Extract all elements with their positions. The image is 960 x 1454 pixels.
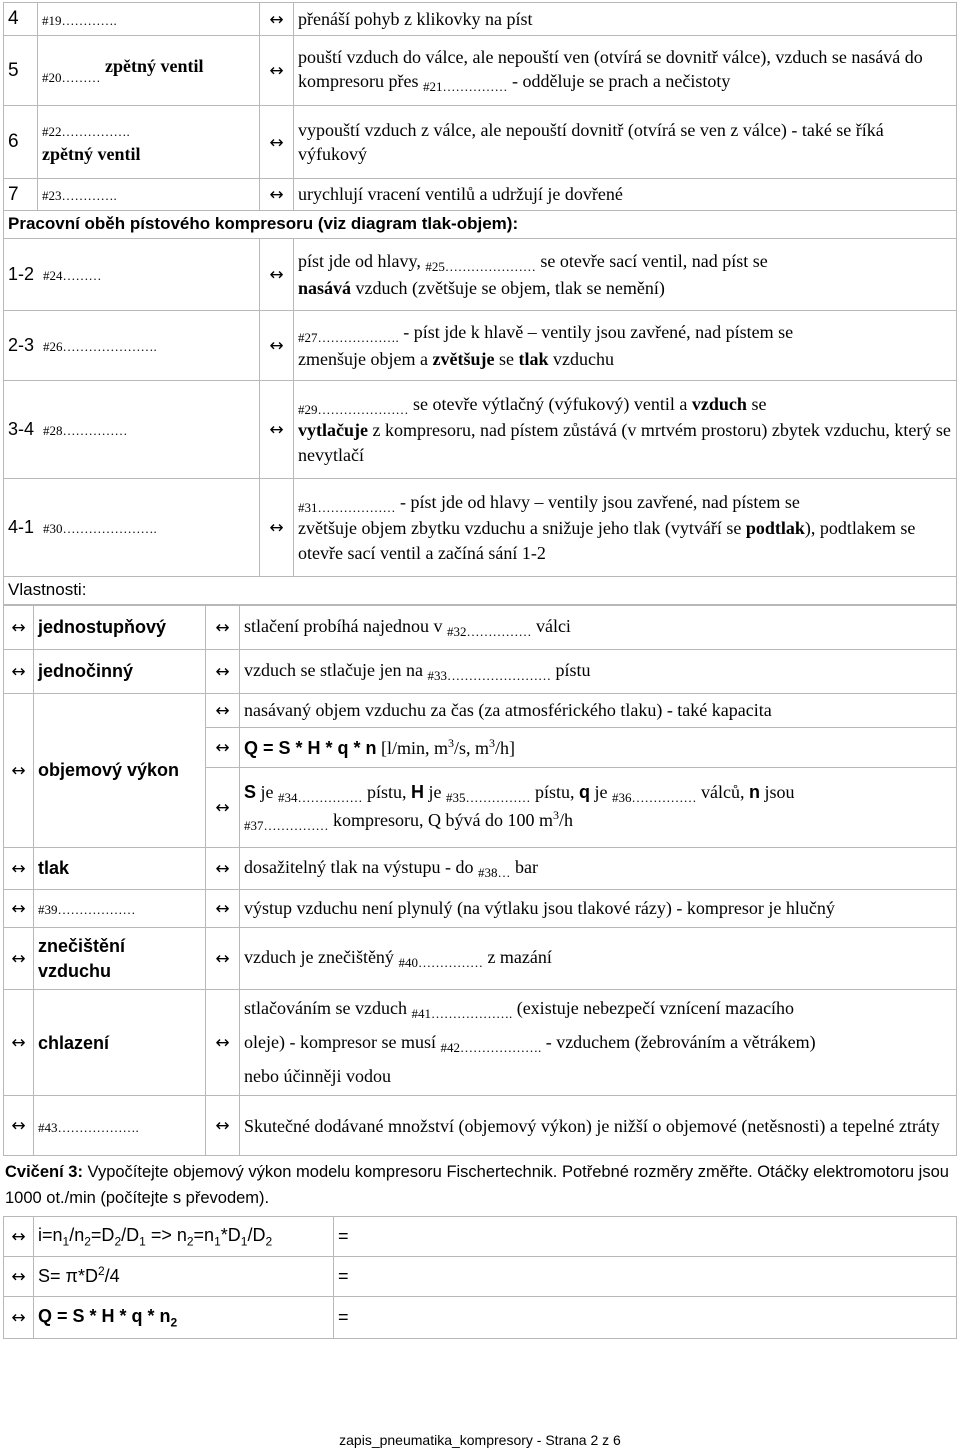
result: = bbox=[334, 1296, 957, 1338]
arrow-icon: ↔ bbox=[4, 848, 34, 890]
result: = bbox=[334, 1216, 957, 1256]
exercise-text: Cvičení 3: Vypočítejte objemový výkon modelu kompresoru Fischertechnik. Potřebné rozměry změřte. Otáčky elektromotoru jsou 1000 ot./min (počítejte s převodem). bbox=[5, 1163, 949, 1207]
arrow-icon: ↔ bbox=[260, 106, 294, 179]
property-label: jednočinný bbox=[34, 650, 206, 694]
arrow-icon: ↔ bbox=[260, 3, 294, 36]
stage-cell: 1-2 #24……… bbox=[4, 239, 260, 311]
table-row bbox=[4, 1256, 957, 1296]
table-row bbox=[4, 381, 957, 479]
property-label: chlazení bbox=[34, 990, 206, 1096]
table-row bbox=[4, 479, 957, 577]
arrow-icon: ↔ bbox=[260, 239, 294, 311]
description: $_{\#27\dots\dots\dots\dots\dots\dots.}$ - píst jde k hlavě – ventily jsou zavřené, nad pístem se zmenšuje objem a zvětšuje se tlak vzduchu bbox=[294, 311, 957, 381]
table-row bbox=[4, 179, 957, 211]
description: stlačení probíhá najednou v $_{\#32\dots\dots\dots\dots\dots}$ válci bbox=[240, 606, 957, 650]
arrow-icon: ↔ bbox=[4, 606, 34, 650]
row-number: 5 bbox=[4, 36, 38, 106]
table-row bbox=[4, 1296, 957, 1338]
description: dosažitelný tlak na výstupu - do $_{\#38\dots}$ bar bbox=[240, 848, 957, 890]
arrow-icon: ↔ bbox=[4, 1096, 34, 1156]
description: $_{\#31\dots\dots\dots\dots\dots\dots}$ - píst jde od hlavy – ventily jsou zavřené, nad pístem se zvětšuje objem zbytku vzduchu a snižuje jeho tlak (vytváří se podtlak), podtlakem se otevře sací ventil a začíná sání 1-2 bbox=[294, 479, 957, 577]
table-row bbox=[4, 577, 957, 605]
row-number: 6 bbox=[4, 106, 38, 179]
table-row bbox=[4, 1216, 957, 1256]
table-row bbox=[4, 239, 957, 311]
description: přenáší pohyb z klikovky na píst bbox=[294, 3, 957, 36]
table-row bbox=[4, 650, 957, 694]
arrow-icon: ↔ bbox=[4, 694, 34, 848]
arrow-icon: ↔ bbox=[4, 1216, 34, 1256]
description: vypouští vzduch z válce, ale nepouští dovnitř (otvírá se ven z válce) - také se říká výfukový bbox=[294, 106, 957, 179]
arrow-icon: ↔ bbox=[4, 1256, 34, 1296]
properties-table bbox=[3, 605, 957, 1156]
arrow-icon: ↔ bbox=[206, 990, 240, 1096]
table-row bbox=[4, 311, 957, 381]
table-row bbox=[4, 1096, 957, 1156]
description: vzduch se stlačuje jen na $_{\#33\dots\dots\dots\dots\dots\dots\dots\dots}$ pístu bbox=[240, 650, 957, 694]
property-label: jednostupňový bbox=[34, 606, 206, 650]
arrow-icon: ↔ bbox=[4, 990, 34, 1096]
table-row bbox=[4, 890, 957, 928]
stage-cell: 4-1 #30…………………. bbox=[4, 479, 260, 577]
section-title: Pracovní oběh pístového kompresoru (viz diagram tlak-objem): bbox=[4, 211, 957, 239]
formula: $S= \pi*D^2/4$ bbox=[34, 1256, 334, 1296]
placeholder: #39……………… bbox=[34, 890, 206, 928]
arrow-icon: ↔ bbox=[260, 479, 294, 577]
description: nasávaný objem vzduchu za čas (za atmosférického tlaku) - také kapacita bbox=[240, 694, 957, 728]
arrow-icon: ↔ bbox=[206, 606, 240, 650]
exercise-table bbox=[3, 1216, 957, 1339]
arrow-icon: ↔ bbox=[206, 1096, 240, 1156]
arrow-icon: ↔ bbox=[260, 381, 294, 479]
result: = bbox=[334, 1256, 957, 1296]
formula: $i=n_1/n_2=D_2/D_1 => n_2=n_1*D_1/D_2$ bbox=[34, 1216, 334, 1256]
placeholder: #19…………. bbox=[38, 3, 260, 36]
arrow-icon: ↔ bbox=[206, 694, 240, 728]
description: $_{\#29\dots\dots\dots\dots\dots\dots\dots}$ se otevře výtlačný (výfukový) ventil a vzduch se vytlačuje z kompresoru, nad pístem zůstává (v mrtvém prostoru) zbytek vzduchu, který se nevytlačí bbox=[294, 381, 957, 479]
arrow-icon: ↔ bbox=[206, 848, 240, 890]
property-label: objemový výkon bbox=[34, 694, 206, 848]
arrow-icon: ↔ bbox=[4, 1296, 34, 1338]
table-row bbox=[4, 990, 957, 1096]
formula: $Q = S * H * q * n_2$ bbox=[34, 1296, 334, 1338]
description: Skutečné dodávané množství (objemový výkon) je nižší o objemové (netěsnosti) a tepelné ztráty bbox=[240, 1096, 957, 1156]
table-row bbox=[4, 3, 957, 36]
placeholder: #22……………. zpětný ventil bbox=[38, 106, 260, 179]
description: urychlují vracení ventilů a udržují je dovřené bbox=[294, 179, 957, 211]
arrow-icon: ↔ bbox=[260, 179, 294, 211]
description: stlačováním se vzduch $_{\#41\dots\dots\dots\dots\dots\dots.}$ (existuje nebezpečí vznícení mazacího oleje) - kompresor se musí $_{\#42\dots\dots\dots\dots\dots\dots.}$ - vzduchem (žebrováním a větrákem) nebo účinněji vodou bbox=[240, 990, 957, 1096]
table-row bbox=[4, 928, 957, 990]
arrow-icon: ↔ bbox=[206, 728, 240, 768]
worksheet bbox=[3, 2, 957, 1339]
formula: Q = S * H * q * n [l/min, $m^3/s$, $m^3/h$] bbox=[240, 728, 957, 768]
stage-cell: 2-3 #26…………………. bbox=[4, 311, 260, 381]
description: pouští vzduch do válce, ale nepouští ven (otvírá se dovnitř válce), vzduch se nasává do kompresoru přes $_{\#21\dots\dots\dots\dots\dots}$ - odděluje se prach a nečistoty bbox=[294, 36, 957, 106]
arrow-icon: ↔ bbox=[260, 36, 294, 106]
description: S je $_{\#34\dots\dots\dots\dots\dots}$ pístu, H je $_{\#35\dots\dots\dots\dots\dots}$ pístu, q je $_{\#36\dots\dots\dots\dots\dots}$ válců, n jsou $_{\#37\dots\dots\dots\dots\dots}$ kompresoru, Q bývá do 100 $m^3/h$ bbox=[240, 768, 957, 848]
placeholder: $_{\#20\dots\dots\dots}$ zpětný ventil bbox=[38, 36, 260, 106]
placeholder: #43………………. bbox=[34, 1096, 206, 1156]
arrow-icon: ↔ bbox=[260, 311, 294, 381]
table-row bbox=[4, 211, 957, 239]
table-row bbox=[4, 848, 957, 890]
arrow-icon: ↔ bbox=[206, 650, 240, 694]
stage-cell: 3-4 #28…………… bbox=[4, 381, 260, 479]
description: píst jde od hlavy, $_{\#25\dots\dots\dots\dots\dots\dots\dots}$ se otevře sací ventil, nad píst se nasává vzduch (zvětšuje se objem, tlak se nemění) bbox=[294, 239, 957, 311]
arrow-icon: ↔ bbox=[206, 928, 240, 990]
arrow-icon: ↔ bbox=[4, 890, 34, 928]
table-row bbox=[4, 606, 957, 650]
placeholder: #23…………. bbox=[38, 179, 260, 211]
table-row bbox=[4, 36, 957, 106]
table-row bbox=[4, 106, 957, 179]
section-title: Vlastnosti: bbox=[4, 577, 957, 605]
arrow-icon: ↔ bbox=[206, 768, 240, 848]
property-label: znečištění vzduchu bbox=[34, 928, 206, 990]
compressor-table bbox=[3, 2, 957, 605]
arrow-icon: ↔ bbox=[4, 650, 34, 694]
description: vzduch je znečištěný $_{\#40\dots\dots\dots\dots\dots}$ z mazání bbox=[240, 928, 957, 990]
row-number: 7 bbox=[4, 179, 38, 211]
description: výstup vzduchu není plynulý (na výtlaku jsou tlakové rázy) - kompresor je hlučný bbox=[240, 890, 957, 928]
arrow-icon: ↔ bbox=[206, 890, 240, 928]
arrow-icon: ↔ bbox=[4, 928, 34, 990]
page-footer: zapis_pneumatika_kompresory - Strana 2 z 6 bbox=[339, 1432, 621, 1448]
property-label: tlak bbox=[34, 848, 206, 890]
table-row bbox=[4, 694, 957, 728]
row-number: 4 bbox=[4, 3, 38, 36]
